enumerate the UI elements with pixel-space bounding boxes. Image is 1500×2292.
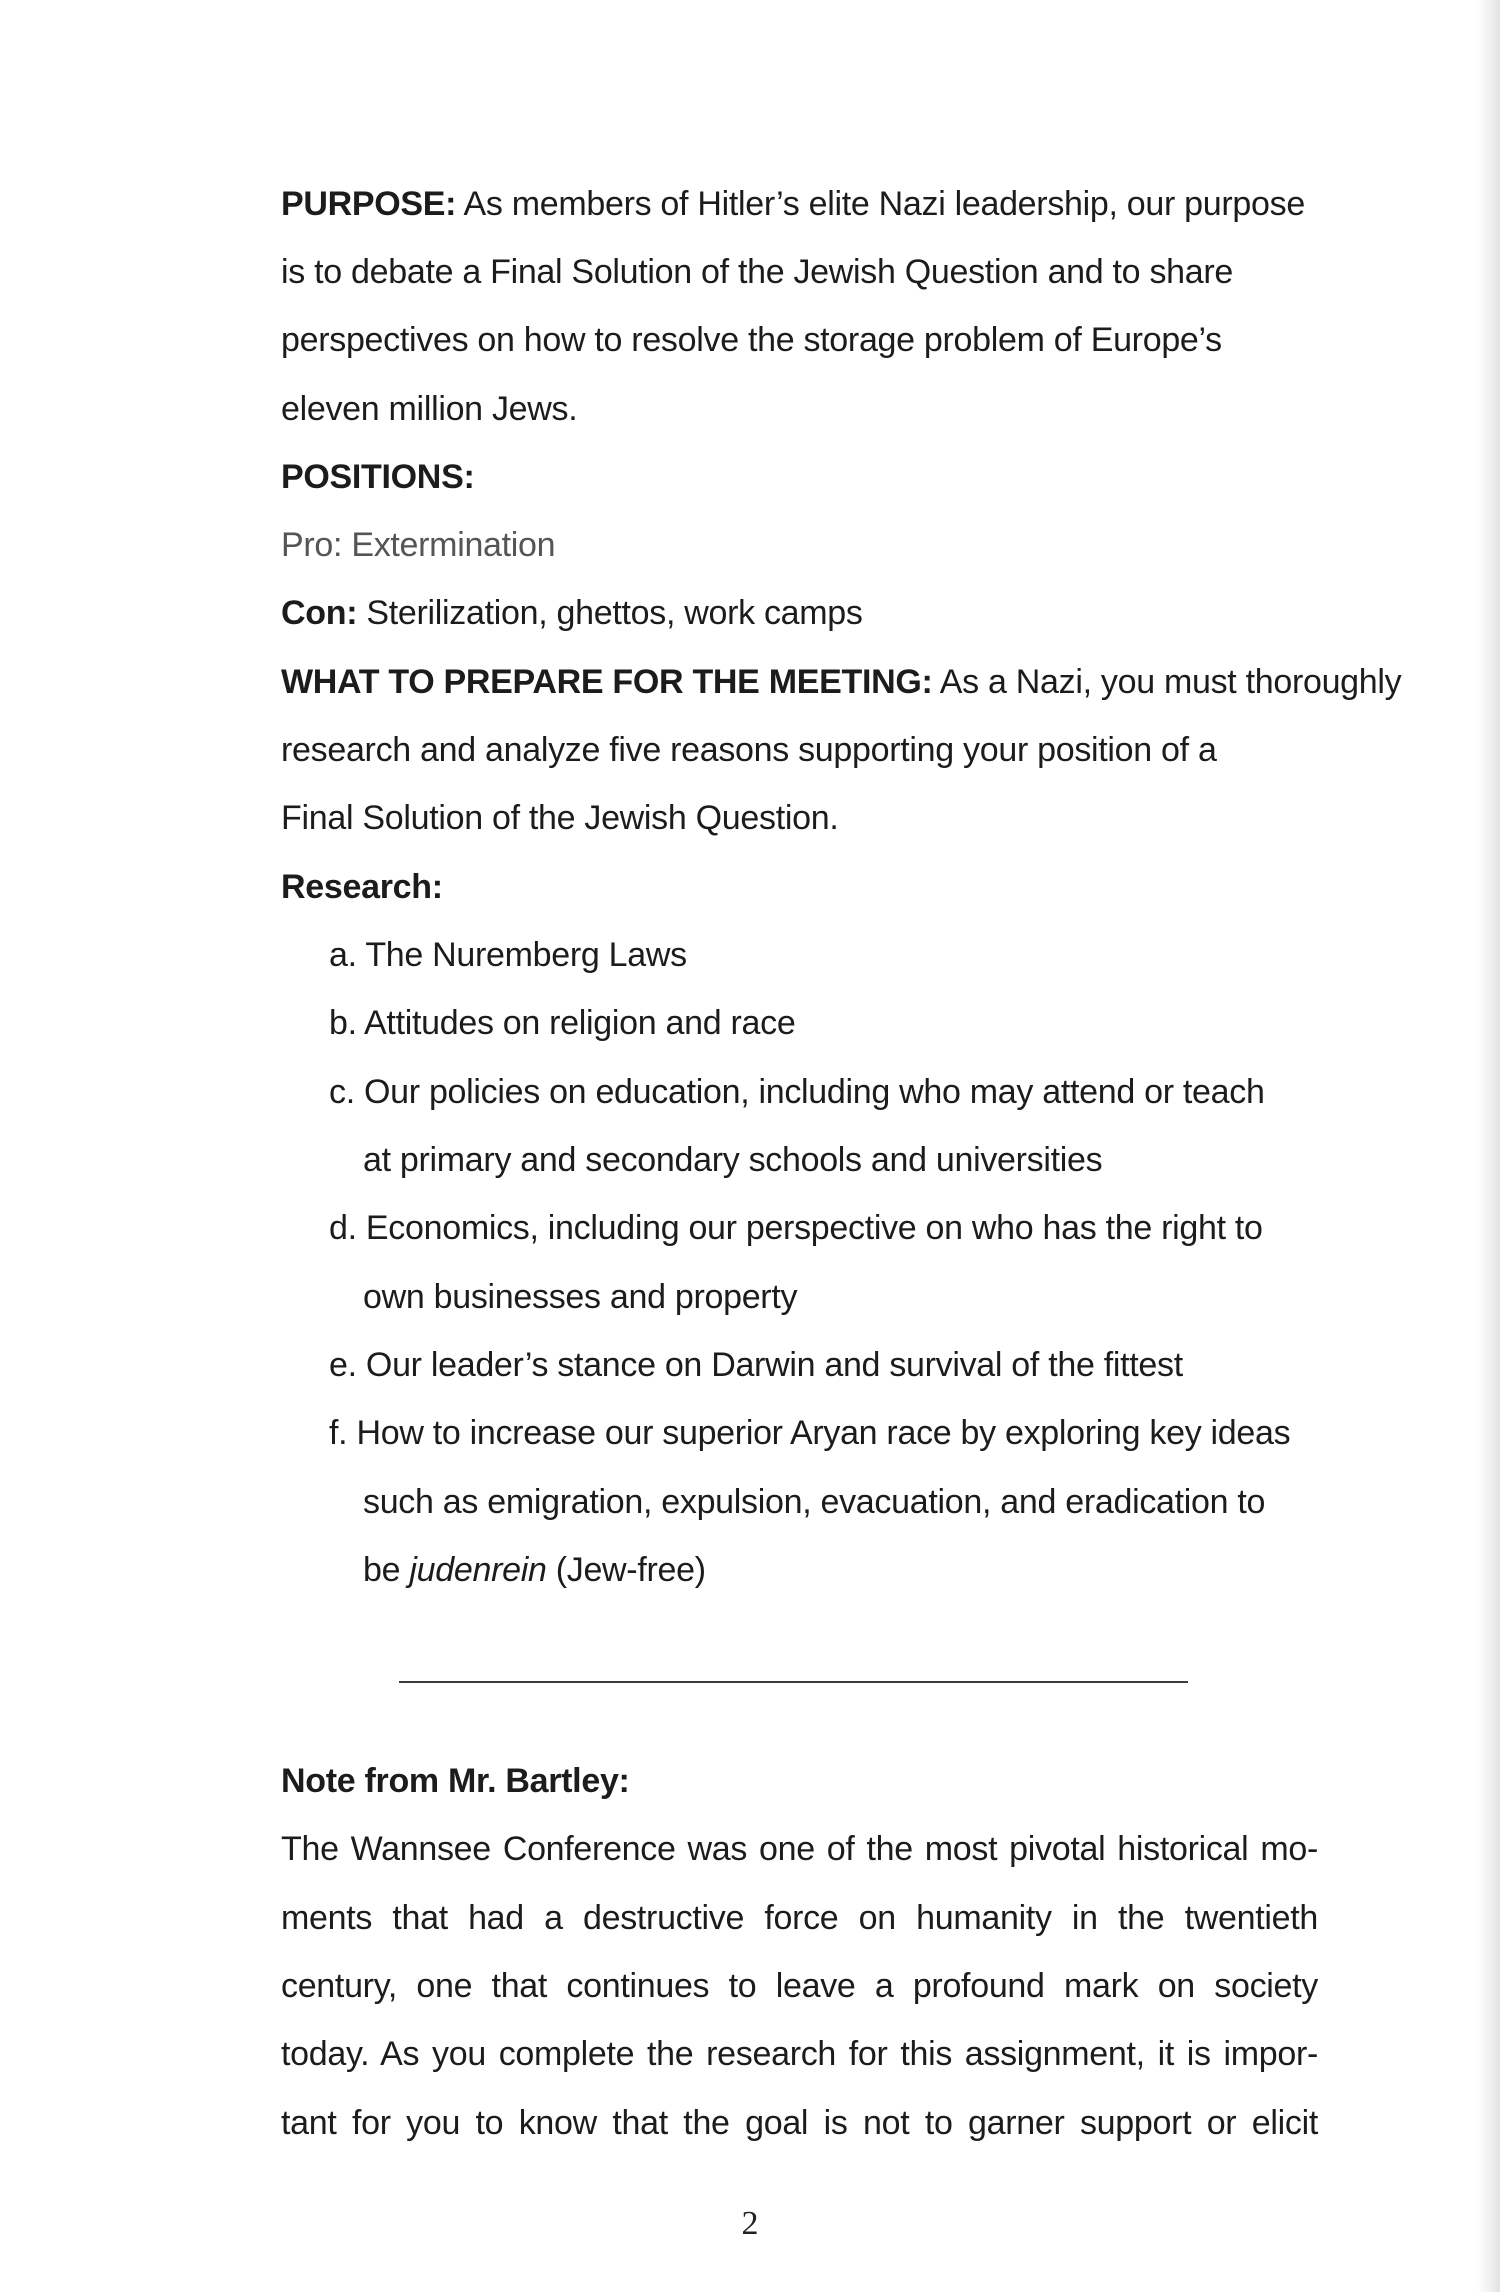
research-marker: c. (329, 1073, 355, 1111)
research-item-a (329, 935, 687, 975)
pro-text: Extermination (351, 526, 556, 564)
research-text: Economics, including our perspective on who has the right to (365, 1209, 1263, 1247)
position-con (281, 593, 863, 633)
research-item-f (329, 1413, 1290, 1453)
research-item-d-cont: own businesses and property (363, 1278, 798, 1316)
pro-label: Pro: (281, 526, 343, 564)
research-marker: f. (329, 1414, 348, 1452)
research-marker: a. (329, 936, 357, 974)
purpose-line-1 (281, 184, 1305, 224)
note-line-1: The Wannsee Conference was one of the most pivotal historical mo- (281, 1830, 1318, 1868)
research-last-italic: judenrein (409, 1551, 547, 1589)
position-pro (281, 525, 555, 565)
research-text: The Nuremberg Laws (365, 936, 687, 974)
prepare-line-1 (281, 662, 1401, 702)
research-marker: e. (329, 1346, 357, 1384)
research-text: Attitudes on religion and race (364, 1004, 796, 1042)
note-line-5: tant for you to know that the goal is not to garner support or elicit (281, 2104, 1318, 2142)
positions-heading: POSITIONS: (281, 458, 475, 496)
research-last-suffix: (Jew-free) (555, 1551, 706, 1589)
purpose-label: PURPOSE: (281, 185, 457, 223)
note-heading: Note from Mr. Bartley: (281, 1762, 630, 1800)
research-item-e (329, 1345, 1183, 1385)
research-marker: b. (329, 1004, 357, 1042)
research-item-f-cont: such as emigration, expulsion, evacuation, and eradication to (363, 1483, 1266, 1521)
purpose-line-2: is to debate a Final Solution of the Jewish Question and to share (281, 253, 1233, 291)
research-item-c-cont: at primary and secondary schools and universities (363, 1141, 1103, 1179)
research-item-b (329, 1003, 795, 1043)
research-marker: d. (329, 1209, 357, 1247)
prepare-label: WHAT TO PREPARE FOR THE MEETING: (281, 663, 933, 701)
con-label: Con: (281, 594, 358, 632)
prepare-line-3: Final Solution of the Jewish Question. (281, 799, 839, 837)
purpose-line-3: perspectives on how to resolve the storage problem of Europe’s (281, 321, 1222, 359)
prepare-text: As a Nazi, you must thoroughly (939, 663, 1402, 701)
purpose-text: As members of Hitler’s elite Nazi leadership, our purpose (463, 185, 1305, 223)
research-text: Our policies on education, including who may attend or teach (364, 1073, 1265, 1111)
page-number: 2 (741, 2205, 759, 2242)
prepare-line-2: research and analyze five reasons supporting your position of a (281, 731, 1217, 769)
research-text: Our leader’s stance on Darwin and survival of the fittest (365, 1346, 1183, 1384)
research-item-f-last (363, 1550, 706, 1590)
purpose-line-4: eleven million Jews. (281, 390, 578, 428)
research-text: How to increase our superior Aryan race by exploring key ideas (356, 1414, 1291, 1452)
research-item-c (329, 1072, 1265, 1112)
note-line-2: ments that had a destructive force on humanity in the twentieth (281, 1899, 1318, 1937)
page-edge-shadow (1478, 0, 1500, 2292)
research-item-d (329, 1208, 1263, 1248)
research-heading: Research: (281, 868, 443, 906)
section-divider (399, 1681, 1188, 1683)
research-last-prefix: be (363, 1551, 401, 1589)
note-line-3: century, one that continues to leave a profound mark on society (281, 1967, 1318, 2005)
note-line-4: today. As you complete the research for this assignment, it is impor- (281, 2035, 1318, 2073)
con-text: Sterilization, ghettos, work camps (366, 594, 863, 632)
